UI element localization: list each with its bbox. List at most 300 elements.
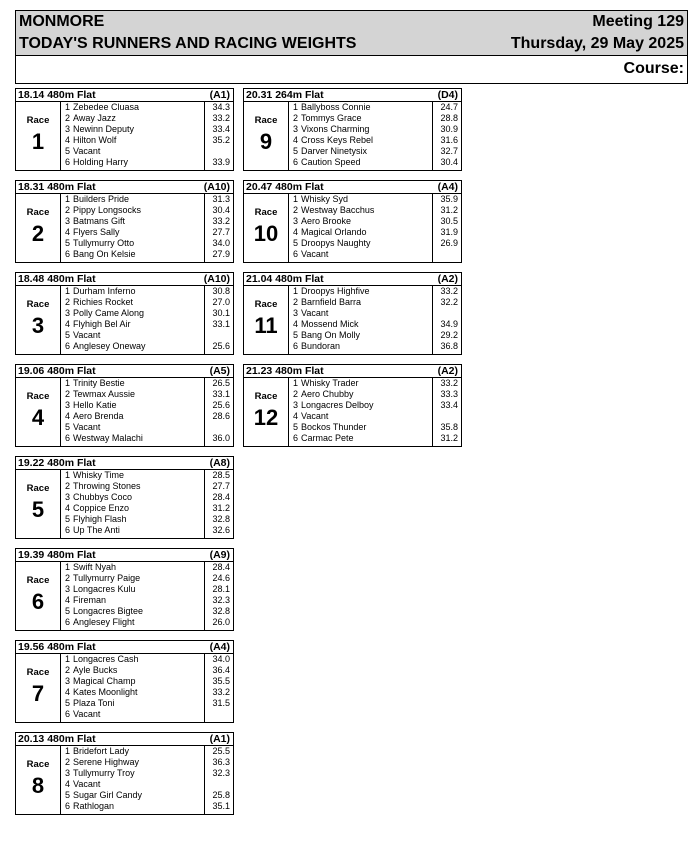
- runner-row: [61, 378, 205, 389]
- runner-name: Aero Brooke: [301, 216, 352, 226]
- runner-row: [289, 341, 433, 352]
- race-number: 2: [31, 221, 45, 246]
- runner-row: [61, 503, 205, 514]
- runner-weight: 32.3: [212, 768, 230, 778]
- trap-number: 1: [64, 562, 70, 572]
- runner-weight: [205, 779, 234, 790]
- race-label: [16, 746, 60, 815]
- runner-name: Zebedee Cluasa: [73, 102, 140, 112]
- race-label: [244, 286, 288, 355]
- trap-number: 5: [64, 790, 70, 800]
- race-card: [15, 640, 234, 723]
- runner-name: Vacant: [73, 330, 101, 340]
- race-number: 6: [31, 589, 45, 614]
- runner-row: [61, 124, 205, 135]
- race-number: 11: [254, 313, 278, 338]
- runner-name: Tullymurry Troy: [73, 768, 135, 778]
- trap-number: 1: [64, 654, 70, 664]
- trap-number: 4: [64, 135, 70, 145]
- trap-number: 5: [64, 330, 70, 340]
- race-word: Race: [254, 391, 278, 402]
- weight-list: [432, 286, 462, 355]
- runner-row: [289, 286, 433, 297]
- runner-weight: 31.2: [440, 433, 458, 443]
- runner-row: [61, 562, 205, 573]
- runner-name: Longacres Bigtee: [73, 606, 144, 616]
- trap-number: 2: [64, 757, 70, 767]
- race-time-distance: 19.56 480m Flat: [18, 641, 96, 653]
- runner-row: [61, 617, 205, 628]
- race-grade: (A1): [209, 89, 230, 101]
- runner-row: [289, 422, 433, 433]
- runner-row: [61, 297, 205, 308]
- trap-number: 1: [64, 194, 70, 204]
- runner-name: Ballyboss Connie: [301, 102, 371, 112]
- runner-weight: 34.0: [212, 654, 230, 664]
- runner-weight: 33.3: [440, 389, 458, 399]
- race-number: 12: [253, 405, 279, 430]
- trap-number: 2: [64, 113, 70, 123]
- trap-number: 2: [64, 389, 70, 399]
- race-time-distance: 20.13 480m Flat: [18, 733, 96, 745]
- runner-list: [60, 654, 205, 723]
- runner-name: Whisky Trader: [301, 378, 359, 388]
- runner-name: Pippy Longsocks: [73, 205, 142, 215]
- race-time-distance: 18.14 480m Flat: [18, 89, 96, 101]
- runner-weight: 27.7: [212, 227, 230, 237]
- runner-name: Anglesey Flight: [73, 617, 135, 627]
- runner-row: [61, 286, 205, 297]
- race-grade: (A2): [437, 365, 458, 377]
- race-time-distance: 21.23 480m Flat: [246, 365, 324, 377]
- trap-number: 4: [292, 411, 298, 421]
- runner-weight: 27.9: [212, 249, 230, 259]
- weight-list: [204, 654, 234, 723]
- runner-name: Batmans Gift: [73, 216, 126, 226]
- race-word: Race: [254, 207, 278, 218]
- race-word: Race: [26, 299, 50, 310]
- race-time-distance: 18.48 480m Flat: [18, 273, 96, 285]
- race-header: [16, 89, 233, 102]
- race-header: [244, 89, 461, 102]
- trap-number: 1: [64, 746, 70, 756]
- race-word: Race: [26, 483, 50, 494]
- runner-weight: 34.3: [212, 102, 230, 112]
- race-header: [16, 457, 233, 470]
- runner-name: Tewmax Aussie: [73, 389, 136, 399]
- runner-row: [61, 470, 205, 481]
- runner-weight: 31.5: [212, 698, 230, 708]
- runner-name: Whisky Time: [73, 470, 125, 480]
- runner-row: [61, 238, 205, 249]
- runner-name: Bridefort Lady: [73, 746, 130, 756]
- trap-number: 5: [292, 422, 298, 432]
- runner-name: Fireman: [73, 595, 107, 605]
- runner-name: Vacant: [301, 249, 329, 259]
- runner-row: [61, 205, 205, 216]
- runner-weight: 32.6: [212, 525, 230, 535]
- runner-weight: 34.9: [440, 319, 458, 329]
- race-time-distance: 20.31 264m Flat: [246, 89, 324, 101]
- runner-name: Plaza Toni: [73, 698, 115, 708]
- runner-row: [61, 194, 205, 205]
- trap-number: 2: [64, 297, 70, 307]
- race-grade: (A4): [437, 181, 458, 193]
- runner-name: Sugar Girl Candy: [73, 790, 143, 800]
- trap-number: 3: [64, 584, 70, 594]
- runner-weight: 36.4: [212, 665, 230, 675]
- race-word: Race: [26, 759, 50, 770]
- runner-row: [61, 779, 205, 790]
- runner-row: [61, 709, 205, 720]
- runner-name: Cross Keys Rebel: [301, 135, 374, 145]
- race-label: [16, 194, 60, 263]
- weight-list: [204, 746, 234, 815]
- trap-number: 4: [64, 319, 70, 329]
- runner-row: [289, 194, 433, 205]
- runner-row: [289, 433, 433, 444]
- weight-list: [204, 102, 234, 171]
- runner-weight: 32.3: [212, 595, 230, 605]
- race-label: [16, 286, 60, 355]
- race-time-distance: 20.47 480m Flat: [246, 181, 324, 193]
- race-label: [16, 102, 60, 171]
- runner-weight: 33.1: [212, 319, 230, 329]
- runner-list: [60, 194, 205, 263]
- trap-number: 3: [64, 124, 70, 134]
- runner-row: [289, 227, 433, 238]
- race-label: [16, 562, 60, 631]
- trap-number: 1: [64, 470, 70, 480]
- runner-name: Newinn Deputy: [73, 124, 135, 134]
- race-header: [244, 365, 461, 378]
- runner-name: Ayle Bucks: [73, 665, 118, 675]
- runner-name: Bundoran: [301, 341, 341, 351]
- runner-name: Coppice Enzo: [73, 503, 130, 513]
- race-grade: (A9): [209, 549, 230, 561]
- runner-weight: [205, 709, 234, 720]
- trap-number: 2: [292, 113, 298, 123]
- race-card: [243, 180, 462, 263]
- trap-number: 4: [64, 503, 70, 513]
- runner-row: [61, 746, 205, 757]
- weight-list: [432, 102, 462, 171]
- runner-row: [61, 525, 205, 536]
- runner-name: Flyhigh Flash: [73, 514, 127, 524]
- runner-name: Richies Rocket: [73, 297, 134, 307]
- runner-weight: 30.8: [212, 286, 230, 296]
- runner-row: [61, 595, 205, 606]
- runner-row: [61, 319, 205, 330]
- runner-name: Trinity Bestie: [73, 378, 125, 388]
- runner-name: Anglesey Oneway: [73, 341, 146, 351]
- runner-weight: 25.6: [212, 341, 230, 351]
- race-label: [16, 654, 60, 723]
- runner-weight: 35.5: [212, 676, 230, 686]
- weight-list: [204, 470, 234, 539]
- runner-row: [289, 297, 433, 308]
- runner-row: [61, 227, 205, 238]
- runner-weight: 25.8: [212, 790, 230, 800]
- race-number: 8: [31, 773, 45, 798]
- trap-number: 1: [292, 102, 298, 112]
- trap-number: 1: [64, 378, 70, 388]
- runner-weight: 33.2: [212, 113, 230, 123]
- trap-number: 6: [64, 433, 70, 443]
- runner-weight: 32.7: [440, 146, 458, 156]
- runner-row: [61, 584, 205, 595]
- runner-weight: 33.1: [212, 389, 230, 399]
- runner-weight: 28.5: [212, 470, 230, 480]
- race-label: [244, 102, 288, 171]
- runner-row: [61, 492, 205, 503]
- runner-row: [61, 113, 205, 124]
- race-number: 3: [31, 313, 45, 338]
- runner-row: [61, 135, 205, 146]
- race-number: 9: [259, 129, 273, 154]
- trap-number: 4: [292, 135, 298, 145]
- runner-name: Droopys Highfive: [301, 286, 370, 296]
- runner-name: Longacres Cash: [73, 654, 139, 664]
- runner-row: [61, 422, 205, 433]
- runner-weight: 24.6: [212, 573, 230, 583]
- race-grade: (A10): [203, 181, 230, 193]
- race-header: [244, 273, 461, 286]
- runner-row: [61, 157, 205, 168]
- meeting-number: Meeting 129: [592, 13, 684, 30]
- runner-weight: 26.9: [440, 238, 458, 248]
- runner-row: [289, 389, 433, 400]
- race-card: [243, 364, 462, 447]
- runner-weight: [433, 249, 462, 260]
- trap-number: 5: [64, 146, 70, 156]
- venue-title: MONMORE: [19, 13, 105, 30]
- trap-number: 1: [64, 286, 70, 296]
- runner-weight: 25.6: [212, 400, 230, 410]
- trap-number: 6: [64, 617, 70, 627]
- race-number: 10: [253, 221, 279, 246]
- race-header: [16, 549, 233, 562]
- trap-number: 2: [64, 665, 70, 675]
- runner-weight: 30.9: [440, 124, 458, 134]
- runner-weight: 32.8: [212, 514, 230, 524]
- runner-name: Chubbys Coco: [73, 492, 133, 502]
- trap-number: 5: [292, 330, 298, 340]
- race-grade: (A8): [209, 457, 230, 469]
- runner-weight: 30.4: [440, 157, 458, 167]
- runner-weight: 31.2: [440, 205, 458, 215]
- runner-row: [61, 216, 205, 227]
- trap-number: 5: [64, 422, 70, 432]
- race-card: [15, 364, 234, 447]
- trap-number: 4: [64, 411, 70, 421]
- runner-name: Magical Orlando: [301, 227, 367, 237]
- trap-number: 5: [64, 698, 70, 708]
- race-grade: (A1): [209, 733, 230, 745]
- runner-row: [61, 676, 205, 687]
- runner-name: Barnfield Barra: [301, 297, 362, 307]
- trap-number: 3: [64, 216, 70, 226]
- runner-weight: 28.8: [440, 113, 458, 123]
- race-time-distance: 19.39 480m Flat: [18, 549, 96, 561]
- runner-name: Tommys Grace: [301, 113, 362, 123]
- trap-number: 5: [292, 146, 298, 156]
- trap-number: 4: [64, 227, 70, 237]
- race-header: [16, 641, 233, 654]
- race-word: Race: [254, 299, 278, 310]
- runner-weight: 31.6: [440, 135, 458, 145]
- runner-weight: 33.2: [440, 286, 458, 296]
- trap-number: 3: [292, 124, 298, 134]
- trap-number: 4: [64, 595, 70, 605]
- runner-weight: 28.6: [212, 411, 230, 421]
- runner-name: Durham Inferno: [73, 286, 136, 296]
- runner-row: [289, 400, 433, 411]
- runner-name: Longacres Kulu: [73, 584, 136, 594]
- runner-weight: 30.5: [440, 216, 458, 226]
- trap-number: 2: [292, 297, 298, 307]
- trap-number: 5: [64, 514, 70, 524]
- trap-number: 2: [64, 573, 70, 583]
- runner-weight: 30.1: [212, 308, 230, 318]
- runner-row: [289, 124, 433, 135]
- race-card: [243, 88, 462, 171]
- runner-name: Westway Bacchus: [301, 205, 375, 215]
- trap-number: 5: [64, 606, 70, 616]
- runner-name: Polly Came Along: [73, 308, 145, 318]
- race-number: 5: [31, 497, 45, 522]
- runner-weight: 33.9: [212, 157, 230, 167]
- trap-number: 5: [64, 238, 70, 248]
- race-label: [244, 194, 288, 263]
- race-time-distance: 18.31 480m Flat: [18, 181, 96, 193]
- runner-weight: 29.2: [440, 330, 458, 340]
- trap-number: 3: [292, 216, 298, 226]
- runner-name: Tullymurry Paige: [73, 573, 141, 583]
- runner-weight: 36.0: [212, 433, 230, 443]
- runner-weight: 26.0: [212, 617, 230, 627]
- runner-list: [60, 286, 205, 355]
- trap-number: 6: [64, 709, 70, 719]
- runner-weight: 35.1: [212, 801, 230, 811]
- runner-weight: 30.4: [212, 205, 230, 215]
- runner-row: [61, 698, 205, 709]
- runner-name: Bockos Thunder: [301, 422, 367, 432]
- weight-list: [432, 194, 462, 263]
- runner-name: Swift Nyah: [73, 562, 117, 572]
- runner-row: [289, 113, 433, 124]
- runner-row: [289, 319, 433, 330]
- race-time-distance: 21.04 480m Flat: [246, 273, 324, 285]
- trap-number: 6: [64, 249, 70, 259]
- trap-number: 4: [292, 227, 298, 237]
- runner-row: [61, 687, 205, 698]
- race-card: [243, 272, 462, 355]
- trap-number: 4: [292, 319, 298, 329]
- runner-name: Flyers Sally: [73, 227, 120, 237]
- runner-weight: 34.0: [212, 238, 230, 248]
- runner-name: Westway Malachi: [73, 433, 143, 443]
- runner-name: Up The Anti: [73, 525, 120, 535]
- runner-weight: 25.5: [212, 746, 230, 756]
- runner-row: [61, 665, 205, 676]
- runner-name: Darver Ninetysix: [301, 146, 368, 156]
- runner-weight: 32.8: [212, 606, 230, 616]
- race-label: [16, 378, 60, 447]
- runner-list: [288, 102, 433, 171]
- race-card: [15, 272, 234, 355]
- race-word: Race: [254, 115, 278, 126]
- runner-name: Longacres Delboy: [301, 400, 374, 410]
- runner-list: [60, 102, 205, 171]
- runner-weight: 24.7: [440, 102, 458, 112]
- race-grade: (A2): [437, 273, 458, 285]
- race-word: Race: [26, 207, 50, 218]
- race-word: Race: [26, 115, 50, 126]
- runner-row: [61, 654, 205, 665]
- runner-name: Bang On Kelsie: [73, 249, 136, 259]
- runner-name: Builders Pride: [73, 194, 130, 204]
- runner-name: Flyhigh Bel Air: [73, 319, 131, 329]
- runner-weight: 33.4: [440, 400, 458, 410]
- race-card: [15, 548, 234, 631]
- course-label: Course:: [623, 60, 684, 77]
- race-header: [16, 365, 233, 378]
- race-grade: (A4): [209, 641, 230, 653]
- runner-name: Bang On Molly: [301, 330, 361, 340]
- race-label: [16, 470, 60, 539]
- race-header: [16, 273, 233, 286]
- race-grade: (A5): [209, 365, 230, 377]
- runner-name: Rathlogan: [73, 801, 115, 811]
- trap-number: 6: [292, 341, 298, 351]
- trap-number: 4: [64, 687, 70, 697]
- trap-number: 6: [292, 433, 298, 443]
- runner-row: [61, 790, 205, 801]
- runner-weight: 28.1: [212, 584, 230, 594]
- runner-weight: 31.9: [440, 227, 458, 237]
- runner-name: Throwing Stones: [73, 481, 141, 491]
- runner-row: [289, 249, 433, 260]
- runner-name: Vacant: [73, 779, 101, 789]
- race-number: 7: [31, 681, 45, 706]
- runner-row: [61, 481, 205, 492]
- runner-weight: 33.4: [212, 124, 230, 134]
- race-card: [15, 88, 234, 171]
- runner-weight: 35.2: [212, 135, 230, 145]
- runner-name: Holding Harry: [73, 157, 129, 167]
- runner-row: [289, 330, 433, 341]
- trap-number: 3: [292, 308, 298, 318]
- trap-number: 3: [64, 308, 70, 318]
- trap-number: 3: [64, 492, 70, 502]
- runner-list: [60, 746, 205, 815]
- runner-name: Away Jazz: [73, 113, 116, 123]
- runner-name: Carmac Pete: [301, 433, 354, 443]
- runner-weight: 28.4: [212, 562, 230, 572]
- runner-weight: [433, 308, 462, 319]
- trap-number: 3: [64, 768, 70, 778]
- runner-name: Droopys Naughty: [301, 238, 371, 248]
- race-card: [15, 180, 234, 263]
- race-time-distance: 19.22 480m Flat: [18, 457, 96, 469]
- trap-number: 1: [64, 102, 70, 112]
- runner-row: [61, 308, 205, 319]
- runner-list: [60, 470, 205, 539]
- runner-name: Mossend Mick: [301, 319, 359, 329]
- race-word: Race: [26, 667, 50, 678]
- runner-row: [61, 768, 205, 779]
